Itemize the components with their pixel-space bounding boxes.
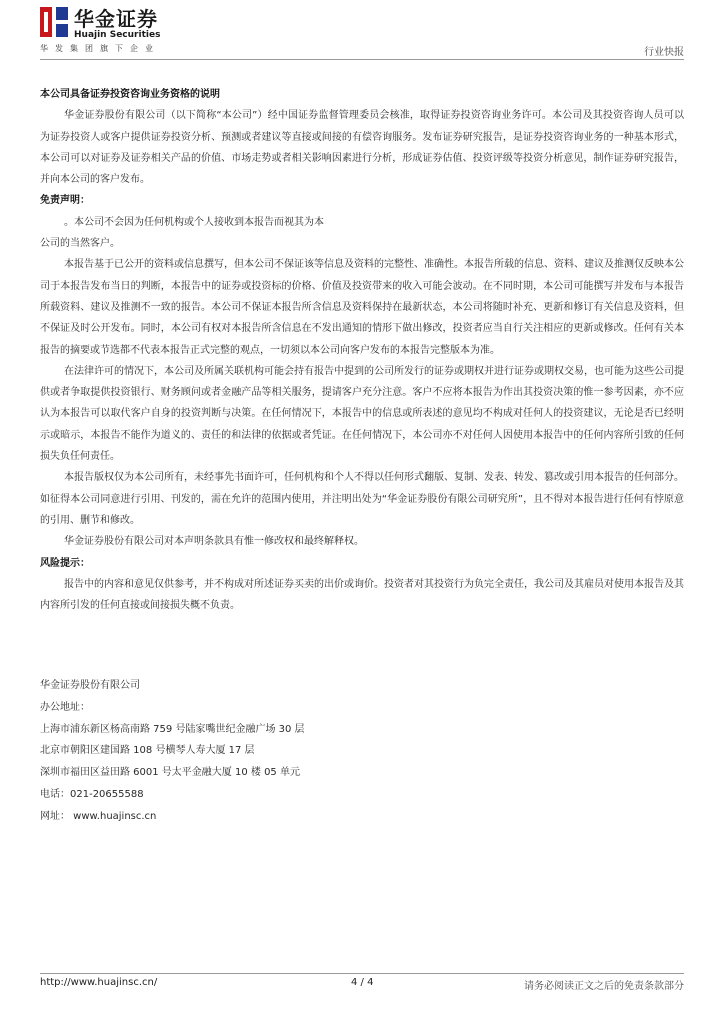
qualification-heading: 本公司具备证券投资咨询业务资格的说明 xyxy=(40,89,220,100)
disclaimer-paragraph-2: 本报告基于已公开的资料或信息撰写，但本公司不保证该等信息及资料的完整性、准确性。本报告所载的信息、资料、建议及推测仅反映本公司于本报告发布当日的判断，本报告中的证券或投资标的价格、价值及投资带来的收入可能会波动。在不同时期，本公司可能撰写并发布与本报告所载资料、建议及推测不一致的报告。本公司不保证本报告所含信息及资料保持在最新状态，本公司将随时补充、更新和修订有关信息及资料，但不保证及时公开发布。同时，本公司有权对本报告所含信息在不发出通知的情形下做出修改，投资者应当自行关注相应的更新或修改。任何有关本报告的摘要或节选都不代表本报告正式完整的观点，一切须以本公司向客户发布的本报告完整版本为准。 xyxy=(40,259,684,356)
contact-address-beijing: 北京市朝阳区建国路 108 号横琴人寿大厦 17 层 xyxy=(40,745,255,757)
contact-block xyxy=(40,675,305,828)
logo-chinese-name: 华金证券 xyxy=(74,7,158,31)
disclaimer-paragraph-1b: 公司的当然客户。 xyxy=(40,238,120,250)
report-type-label: 行业快报 xyxy=(644,47,684,58)
huajin-logo-mark xyxy=(40,7,68,37)
footer-divider xyxy=(40,973,684,974)
contact-address-shanghai: 上海市浦东新区杨高南路 759 号陆家嘴世纪金融广场 30 层 xyxy=(40,723,305,735)
company-logo xyxy=(40,7,170,39)
header-divider xyxy=(40,59,684,60)
footer-disclaimer-note: 请务必阅读正文之后的免责条款部分 xyxy=(524,981,684,992)
subsidiary-tagline: 华发集团旗下企业 xyxy=(40,44,160,53)
disclaimer-paragraph-3: 在法律许可的情况下，本公司及所属关联机构可能会持有报告中提到的公司所发行的证券或期权并进行证券或期权交易，也可能为这些公司提供或者争取提供投资银行、财务顾问或者金融产品等相关服务，提请客户充分注意。客户不应将本报告为作出其投资决策的惟一参考因素，亦不应认为本报告可以取代客户自身的投资判断与决策。在任何情况下，本报告中的信息或所表述的意见均不构成对任何人的投资建议，无论是否已经明示或暗示，本报告不能作为道义的、责任的和法律的依据或者凭证。在任何情况下，本公司亦不对任何人因使用本报告中的任何内容所引致的任何损失负任何责任。 xyxy=(40,365,684,463)
contact-company: 华金证券股份有限公司 xyxy=(40,680,140,691)
contact-address-shenzhen: 深圳市福田区益田路 6001 号太平金融大厦 10 楼 05 单元 xyxy=(40,767,300,779)
risk-heading: 风险提示： xyxy=(40,557,90,569)
disclaimer-paragraph-5: 华金证券股份有限公司对本声明条款具有惟一修改权和最终解释权。 xyxy=(64,536,364,548)
page-number: 4 / 4 xyxy=(351,977,374,988)
disclaimer-paragraph-1a: 。本公司不会因为任何机构或个人接收到本报告而视其为本 xyxy=(64,216,324,228)
disclaimer-heading: 免责声明： xyxy=(40,195,90,207)
qualification-paragraph: 华金证券股份有限公司（以下简称“本公司”）经中国证券监督管理委员会核准，取得证券投资咨询业务许可。本公司及其投资咨询人员可以为证券投资人或客户提供证券投资分析、预测或者建议等直接或间接的有偿咨询服务。发布证券研究报告，是证券投资咨询业务的一种基本形式，本公司可以对证券及证券相关产品的价值、市场走势或者相关影响因素进行分析，形成证券估值、投资评级等投资分析意见，制作证券研究报告，并向本公司的客户发布。 xyxy=(40,110,684,186)
risk-paragraph: 报告中的内容和意见仅供参考，并不构成对所述证券买卖的出价或询价。投资者对其投资行为负完全责任，我公司及其雇员对使用本报告及其内容所引发的任何直接或间接损失概不负责。 xyxy=(40,578,684,612)
contact-website: 网址： www.huajinsc.cn xyxy=(40,810,157,822)
contact-phone: 电话：021-20655588 xyxy=(40,788,144,800)
disclaimer-paragraph-4: 本报告版权仅为本公司所有，未经事先书面许可，任何机构和个人不得以任何形式翻版、复制、发表、转发、篡改或引用本报告的任何部分。如征得本公司同意进行引用、刊发的，需在允许的范围内使用，并注明出处为“华金证券股份有限公司研究所”，且不得对本报告进行任何有悖原意的引用、删节和修改。 xyxy=(40,472,684,526)
footer-website-link[interactable]: http://www.huajinsc.cn/ xyxy=(40,977,158,988)
report-body xyxy=(40,84,684,616)
logo-english-name: Huajin Securities xyxy=(74,30,161,40)
contact-address-label: 办公地址： xyxy=(40,701,90,713)
